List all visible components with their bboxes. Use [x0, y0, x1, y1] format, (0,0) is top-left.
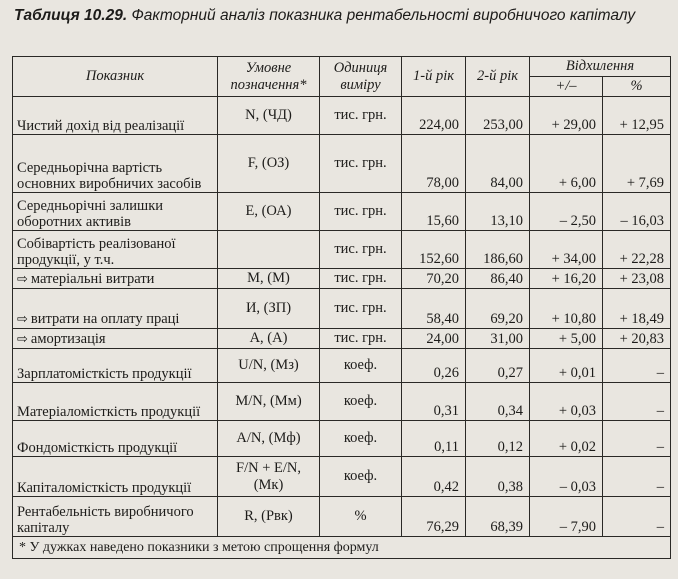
cell-deviation-abs: + 5,00: [530, 329, 603, 349]
cell-deviation-pct: + 23,08: [603, 269, 671, 289]
cell-year1: 224,00: [402, 97, 466, 135]
factor-analysis-table: [12, 56, 671, 559]
cell-deviation-abs: + 10,80: [530, 289, 603, 329]
cell-year1: 24,00: [402, 329, 466, 349]
table-row: [13, 349, 671, 383]
cell-year2: 31,00: [466, 329, 530, 349]
cell-deviation-pct: + 18,49: [603, 289, 671, 329]
cell-year2: 13,10: [466, 193, 530, 231]
cell-unit: коеф.: [320, 457, 402, 497]
indicator-label: матеріальні витрати: [30, 271, 155, 287]
cell-deviation-abs: + 34,00: [530, 231, 603, 269]
header-deviation-abs: +/–: [530, 77, 603, 97]
cell-unit: тис. грн.: [320, 329, 402, 349]
cell-year2: 0,27: [466, 349, 530, 383]
table-row: [13, 329, 671, 349]
cell-indicator: [13, 193, 218, 231]
cell-year2: 84,00: [466, 135, 530, 193]
cell-unit: коеф.: [320, 421, 402, 457]
cell-indicator: [13, 97, 218, 135]
cell-unit: тис. грн.: [320, 269, 402, 289]
table-row: [13, 231, 671, 269]
indicator-label: Чистий дохід від реалізації: [17, 118, 185, 134]
cell-indicator: [13, 329, 218, 349]
cell-deviation-pct: –: [603, 497, 671, 537]
cell-symbol: E, (ОА): [218, 193, 320, 231]
cell-indicator: [13, 349, 218, 383]
cell-indicator: [13, 383, 218, 421]
cell-year2: 69,20: [466, 289, 530, 329]
cell-symbol: R, (Pвк): [218, 497, 320, 537]
indicator-label: Капіталомісткість продукції: [17, 480, 192, 496]
cell-symbol: M, (M): [218, 269, 320, 289]
cell-indicator: [13, 231, 218, 269]
cell-year2: 253,00: [466, 97, 530, 135]
cell-year1: 152,60: [402, 231, 466, 269]
cell-year2: 186,60: [466, 231, 530, 269]
cell-symbol: A, (A): [218, 329, 320, 349]
table-number: Таблиця 10.29.: [14, 7, 128, 24]
cell-unit: тис. грн.: [320, 231, 402, 269]
cell-year1: 0,11: [402, 421, 466, 457]
indicator-label: Середньорічні залишки оборотних активів: [17, 198, 164, 230]
cell-deviation-pct: –: [603, 383, 671, 421]
cell-deviation-abs: + 0,03: [530, 383, 603, 421]
cell-year2: 0,12: [466, 421, 530, 457]
cell-unit: %: [320, 497, 402, 537]
cell-symbol: A/N, (Mф): [218, 421, 320, 457]
arrow-right-icon: ⇨: [17, 272, 28, 287]
table-row: [13, 457, 671, 497]
cell-unit: тис. грн.: [320, 97, 402, 135]
indicator-label: Середньорічна вартість основних виробничих засобів: [17, 160, 202, 192]
header-indicator: Показник: [13, 57, 218, 97]
cell-indicator: [13, 269, 218, 289]
indicator-label: Матеріаломісткість продукції: [17, 404, 201, 420]
cell-indicator: [13, 457, 218, 497]
cell-symbol: F, (ОЗ): [218, 135, 320, 193]
cell-deviation-abs: + 16,20: [530, 269, 603, 289]
cell-unit: коеф.: [320, 349, 402, 383]
cell-symbol: N, (ЧД): [218, 97, 320, 135]
cell-unit: тис. грн.: [320, 289, 402, 329]
cell-indicator: [13, 289, 218, 329]
indicator-label: Собівартість реалізованої продукції, у т.ч.: [17, 236, 176, 268]
cell-year1: 15,60: [402, 193, 466, 231]
indicator-label: амортизація: [30, 331, 106, 347]
cell-year1: 76,29: [402, 497, 466, 537]
header-year1: 1-й рік: [402, 57, 466, 97]
footnote: * У дужках наведено показники з метою спрощення формул: [13, 537, 671, 559]
cell-deviation-pct: –: [603, 349, 671, 383]
cell-unit: тис. грн.: [320, 193, 402, 231]
arrow-right-icon: ⇨: [17, 332, 28, 347]
cell-indicator: [13, 421, 218, 457]
cell-unit: коеф.: [320, 383, 402, 421]
indicator-label: Рентабельність виробничого капіталу: [17, 504, 194, 536]
cell-year1: 0,42: [402, 457, 466, 497]
cell-year1: 0,26: [402, 349, 466, 383]
cell-year1: 78,00: [402, 135, 466, 193]
cell-deviation-abs: + 29,00: [530, 97, 603, 135]
cell-deviation-pct: + 12,95: [603, 97, 671, 135]
table-title: Факторний аналіз показника рентабельності виробничого капіталу: [131, 7, 636, 24]
cell-deviation-pct: + 20,83: [603, 329, 671, 349]
cell-symbol: M/N, (Mм): [218, 383, 320, 421]
header-year2: 2-й рік: [466, 57, 530, 97]
header-deviation-pct: %: [603, 77, 671, 97]
cell-symbol: [218, 231, 320, 269]
cell-year2: 68,39: [466, 497, 530, 537]
indicator-label: витрати на оплату праці: [30, 311, 180, 327]
cell-year1: 0,31: [402, 383, 466, 421]
cell-deviation-abs: – 2,50: [530, 193, 603, 231]
table-row: [13, 97, 671, 135]
cell-year2: 0,34: [466, 383, 530, 421]
cell-indicator: [13, 135, 218, 193]
cell-year1: 70,20: [402, 269, 466, 289]
table-caption: [14, 5, 674, 27]
cell-deviation-pct: + 7,69: [603, 135, 671, 193]
table-row: [13, 421, 671, 457]
cell-year2: 86,40: [466, 269, 530, 289]
cell-deviation-abs: – 0,03: [530, 457, 603, 497]
cell-deviation-pct: –: [603, 457, 671, 497]
cell-deviation-pct: + 22,28: [603, 231, 671, 269]
table-row: [13, 269, 671, 289]
header-deviation: Відхилення: [530, 57, 671, 77]
cell-deviation-abs: + 6,00: [530, 135, 603, 193]
cell-symbol: F/N + E/N, (Mк): [218, 457, 320, 497]
cell-year1: 58,40: [402, 289, 466, 329]
cell-deviation-abs: + 0,02: [530, 421, 603, 457]
arrow-right-icon: ⇨: [17, 312, 28, 327]
header-unit: Одиниця виміру: [320, 57, 402, 97]
cell-unit: тис. грн.: [320, 135, 402, 193]
cell-indicator: [13, 497, 218, 537]
table-row: [13, 383, 671, 421]
cell-year2: 0,38: [466, 457, 530, 497]
table-row: [13, 193, 671, 231]
table-row: [13, 497, 671, 537]
cell-deviation-abs: + 0,01: [530, 349, 603, 383]
indicator-label: Зарплатомісткість продукції: [17, 366, 192, 382]
table-row: [13, 135, 671, 193]
cell-deviation-pct: – 16,03: [603, 193, 671, 231]
cell-deviation-pct: –: [603, 421, 671, 457]
indicator-label: Фондомісткість продукції: [17, 440, 178, 456]
cell-deviation-abs: – 7,90: [530, 497, 603, 537]
cell-symbol: И, (ЗП): [218, 289, 320, 329]
header-symbol: Умовне позначення*: [218, 57, 320, 97]
cell-symbol: U/N, (Mз): [218, 349, 320, 383]
table-row: [13, 289, 671, 329]
